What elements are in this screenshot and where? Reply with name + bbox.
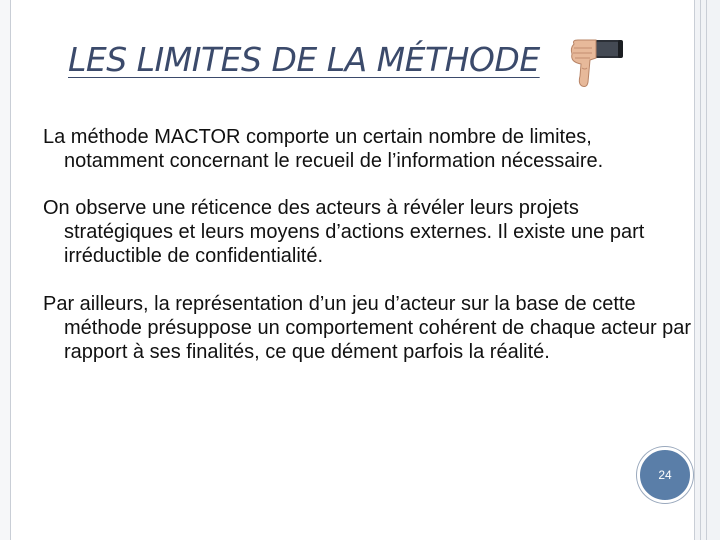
slide-right-border bbox=[694, 0, 720, 540]
paragraph-limits: La méthode MACTOR comporte un certain nombre de limites, notamment concernant le recueil de l’information nécessaire. bbox=[43, 126, 604, 172]
paragraph-reticence: On observe une réticence des acteurs à révéler leurs projets stratégiques et leurs moyens d’actions externes. Il existe une part irréductible de confidentialité. bbox=[43, 197, 645, 267]
slide-right-rule bbox=[700, 0, 701, 540]
slide-right-rule-2 bbox=[706, 0, 707, 540]
slide-body bbox=[43, 125, 693, 387]
slide-title: LES LIMITES DE LA MÉTHODE bbox=[68, 40, 540, 79]
slide-left-border bbox=[0, 0, 11, 540]
paragraph-representation: Par ailleurs, la représentation d’un jeu d’acteur sur la base de cette méthode présuppose un comportement cohérent de chaque acteur par rapport à ses finalités, ce que dément parfois la réalité. bbox=[43, 293, 692, 363]
thumbs-down-icon bbox=[566, 34, 626, 92]
page-number-badge: 24 bbox=[637, 447, 693, 503]
